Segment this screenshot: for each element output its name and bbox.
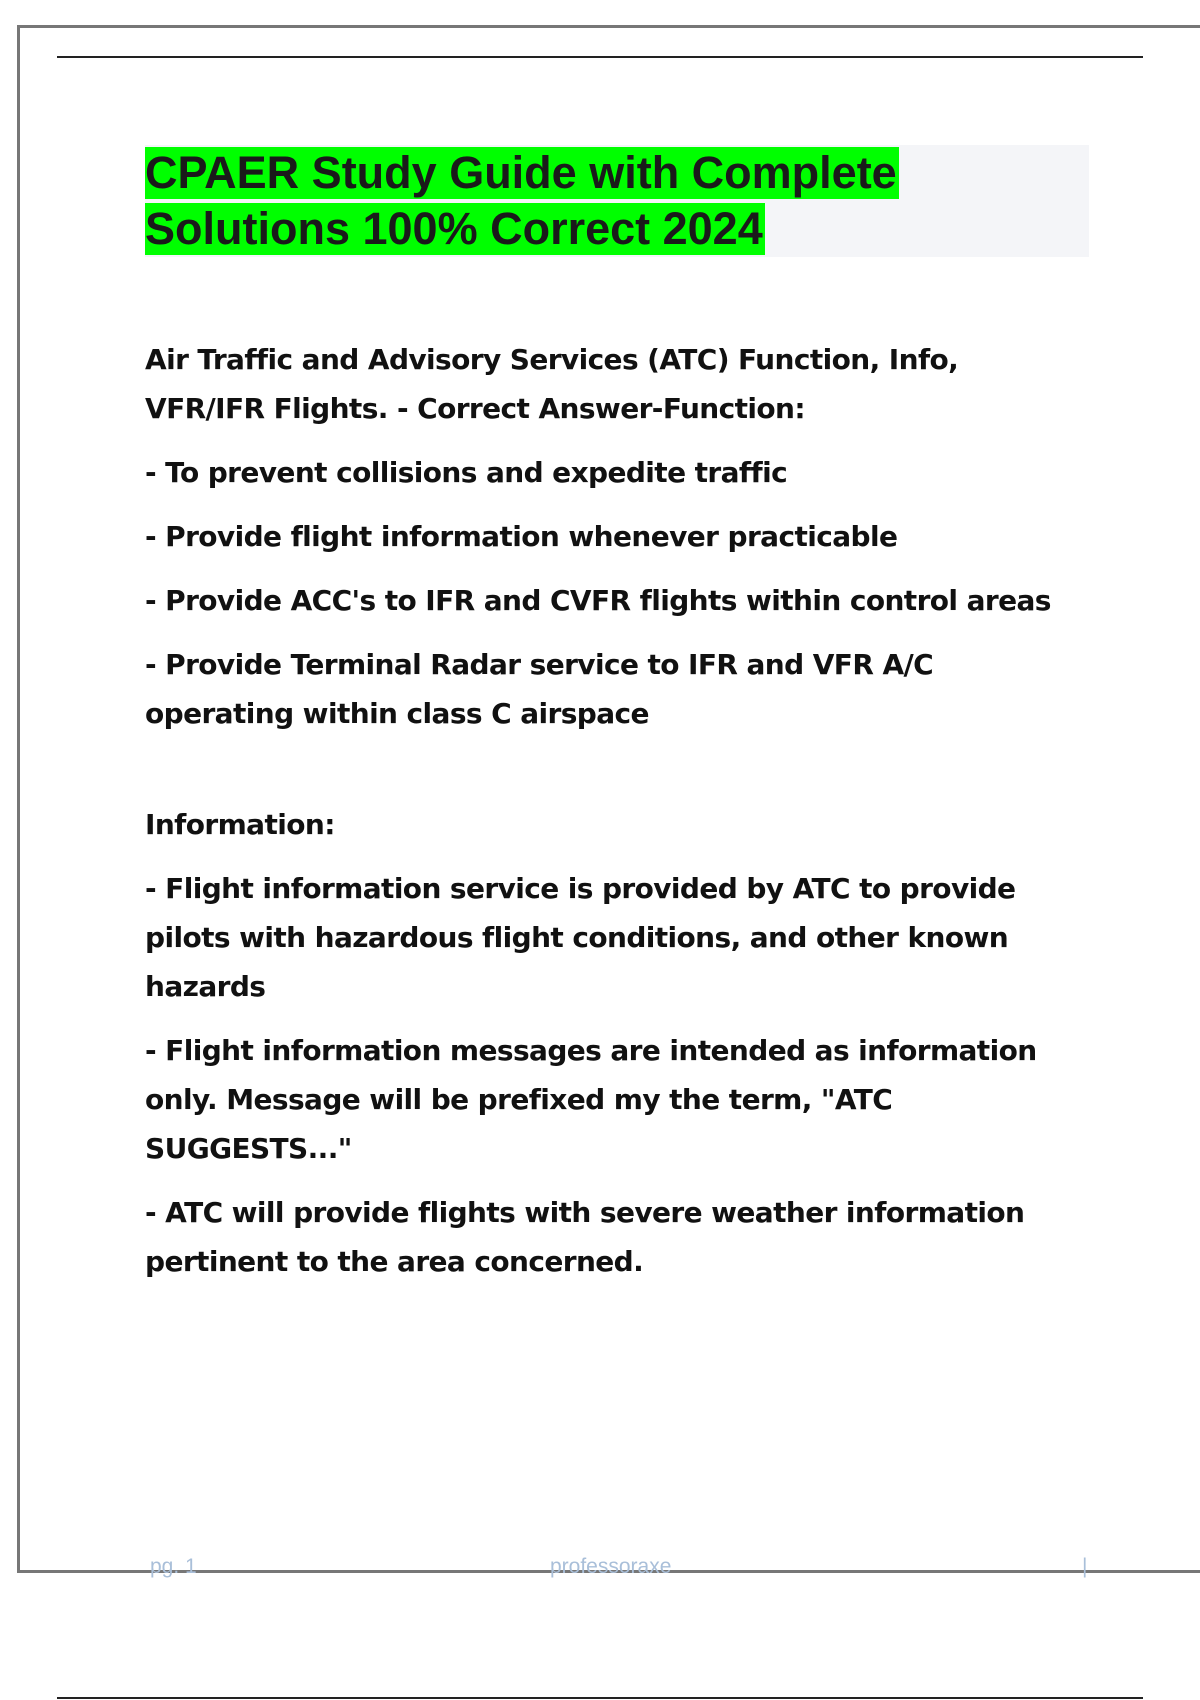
function-item: - Provide Terminal Radar service to IFR and VFR A/C operating within class C airspace <box>145 648 934 730</box>
title-line-2: Solutions 100% Correct 2024 <box>145 203 763 254</box>
function-item: - To prevent collisions and expedite traffic <box>145 456 788 489</box>
footer-page-number: pg. 1 <box>150 1555 197 1578</box>
information-item: - ATC will provide flights with severe weather information pertinent to the area concerned. <box>145 1196 1025 1278</box>
information-item: - Flight information messages are intended as information only. Message will be prefixed my the term, "ATC SUGGESTS..." <box>145 1034 1037 1165</box>
title-block <box>145 145 1089 257</box>
document-title <box>145 145 1089 257</box>
bottom-rule <box>57 1697 1143 1699</box>
function-item: - Provide ACC's to IFR and CVFR flights within control areas <box>145 584 1051 617</box>
question-text: Air Traffic and Advisory Services (ATC) Function, Info, VFR/IFR Flights. - Correct Answer-Function: <box>145 343 959 425</box>
header-rule <box>57 56 1143 58</box>
paragraph-gap <box>145 753 1085 800</box>
information-heading: Information: <box>145 808 335 841</box>
page-footer <box>150 1555 1090 1585</box>
footer-author: professoraxe <box>550 1555 672 1578</box>
document-body <box>145 335 1085 1301</box>
footer-mark: | <box>1082 1555 1088 1578</box>
function-item: - Provide flight information whenever practicable <box>145 520 898 553</box>
title-line-1: CPAER Study Guide with Complete <box>145 147 897 198</box>
information-item: - Flight information service is provided by ATC to provide pilots with hazardous flight conditions, and other known hazards <box>145 872 1016 1003</box>
